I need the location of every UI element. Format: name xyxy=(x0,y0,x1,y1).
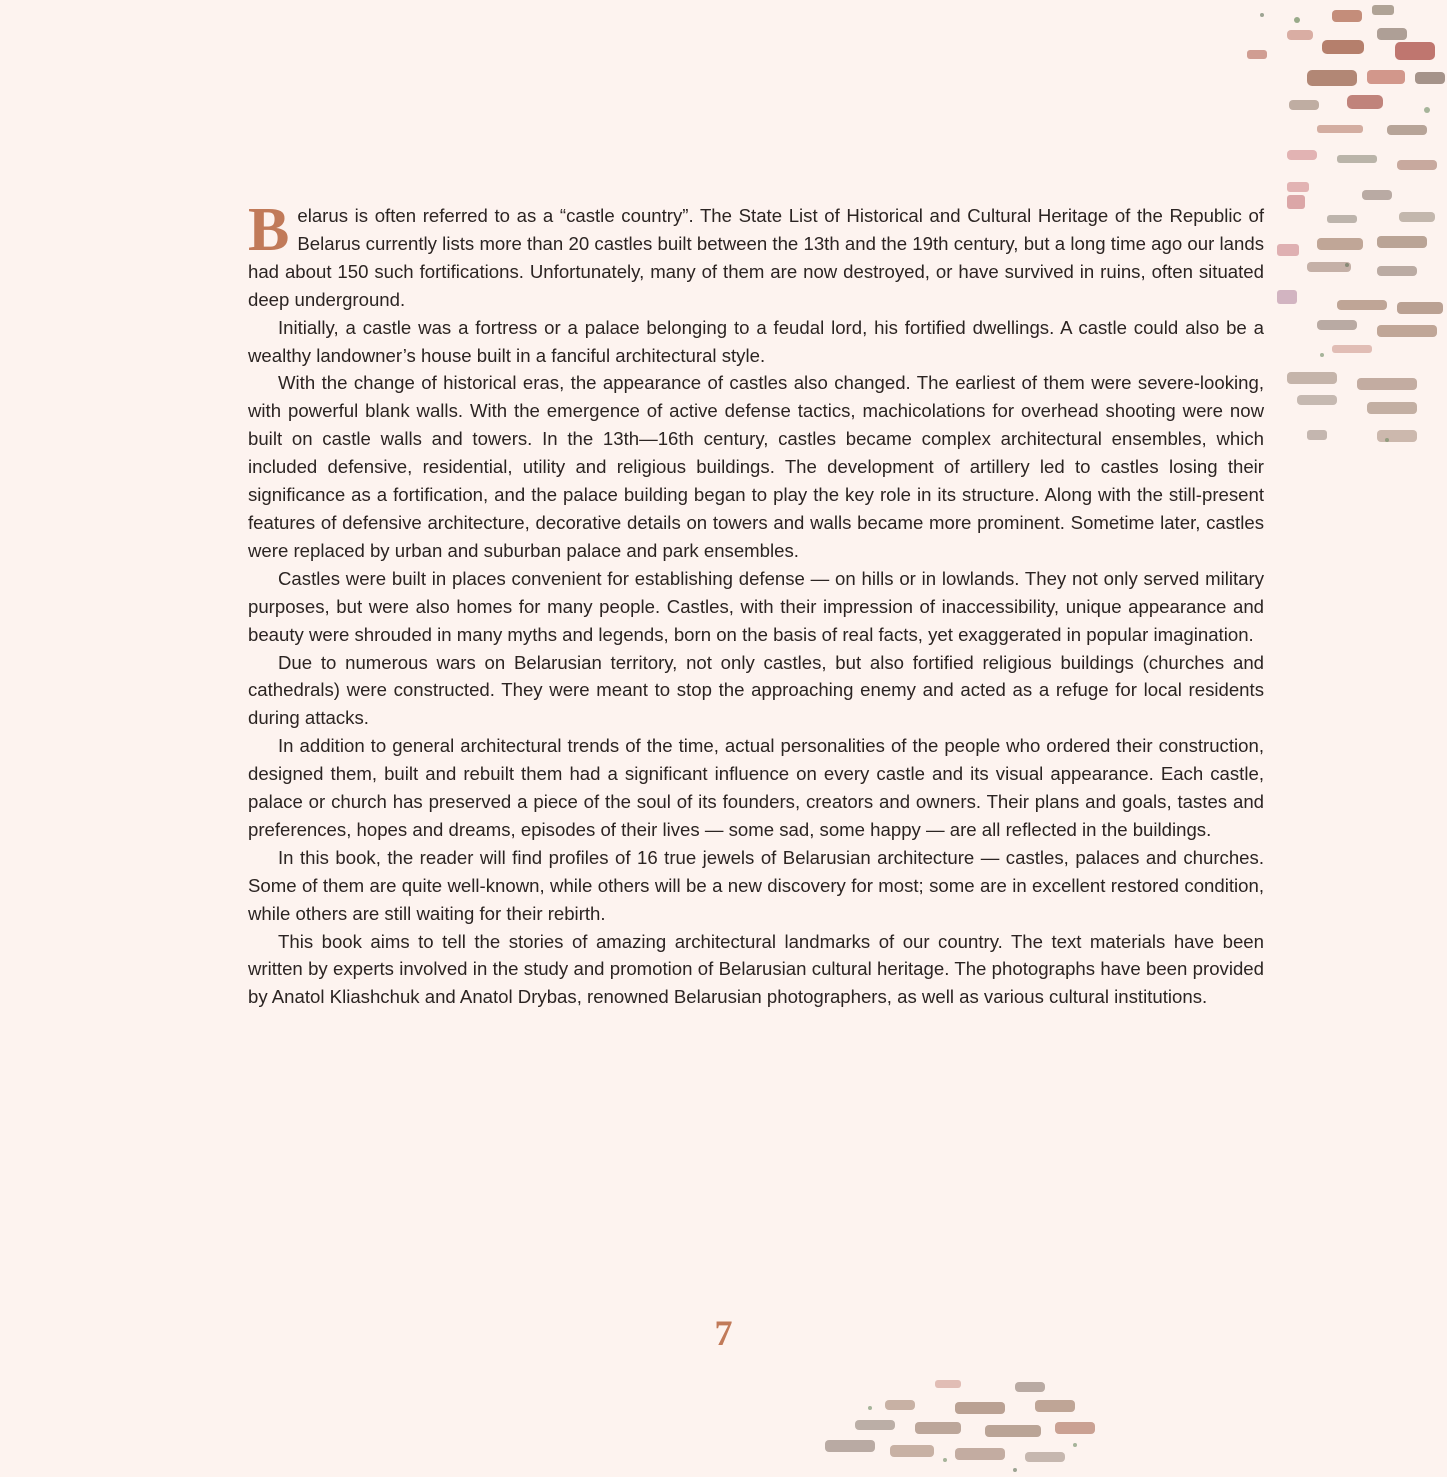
paragraph-intro xyxy=(248,196,1264,314)
page-number: 7 xyxy=(714,1313,733,1353)
paragraph-4: Castles were built in places convenient for establishing defense — on hills or in lowlands. They not only served military purposes, but were also homes for many people. Castles, with their impression of inaccessibility, unique appearance and beauty were shrouded in many myths and legends, born on the basis of real facts, yet exaggerated in popular imagination. xyxy=(248,567,1264,645)
paragraph-intro-text: elarus is often referred to as a “castle country”. The State List of Historical and Cultural Heritage of the Republic of Belarus currently lists more than 20 castles built between the 13th and the 19th century, but a long time ago our lands had about 150 such fortifications. Unfortunately, many of them are now destroyed, or have survived in ruins, often situated deep underground. xyxy=(248,205,1264,310)
paragraph-3: With the change of historical eras, the appearance of castles also changed. The earliest of them were severe-looking, with powerful blank walls. With the emergence of active defense tactics, machicolations for overhead shooting were now built on castle walls and towers. In the 13th—16th century, castles became complex architectural ensembles, which included defensive, residential, utility and religious buildings. The development of artillery led to castles losing their significance as a fortification, and the palace building began to play the key role in its structure. Along with the still-present features of defensive architecture, decorative details on towers and walls became more prominent. Sometime later, castles were replaced by urban and suburban palace and park ensembles. xyxy=(248,372,1264,561)
paragraph-2: Initially, a castle was a fortress or a palace belonging to a feudal lord, his fortified dwellings. A castle could also be a wealthy landowner’s house built in a fanciful architectural style. xyxy=(248,316,1264,366)
paragraph-6: In addition to general architectural trends of the time, actual personalities of the people who ordered their construction, designed them, built and rebuilt them had a significant influence on every castle and its visual appearance. Each castle, palace or church has preserved a piece of the soul of its founders, creators and owners. Their plans and goals, tastes and preferences, hopes and dreams, episodes of their lives — some sad, some happy — are all reflected in the buildings. xyxy=(248,735,1264,840)
article-body xyxy=(248,196,1264,1011)
paragraph-7: In this book, the reader will find profiles of 16 true jewels of Belarusian architecture — castles, palaces and churches. Some of them are quite well-known, while others will be a new discovery for most; some are in excellent restored condition, while others are still waiting for their rebirth. xyxy=(248,846,1264,924)
paragraph-5: Due to numerous wars on Belarusian territory, not only castles, but also fortified religious buildings (churches and cathedrals) were constructed. They were meant to stop the approaching enemy and acted as a refuge for local residents during attacks. xyxy=(248,651,1264,729)
bricks-top-group xyxy=(1247,5,1445,442)
drop-cap: B xyxy=(248,196,290,264)
paragraph-8: This book aims to tell the stories of amazing architectural landmarks of our country. The text materials have been written by experts involved in the study and promotion of Belarusian cultural heritage. The photographs have been provided by Anatol Kliashchuk and Anatol Drybas, renowned Belarusian photographers, as well as various cultural institutions. xyxy=(248,930,1264,1008)
bricks-bottom-group xyxy=(825,1380,1095,1472)
brick-wall-decoration-bottom xyxy=(815,1370,1125,1477)
